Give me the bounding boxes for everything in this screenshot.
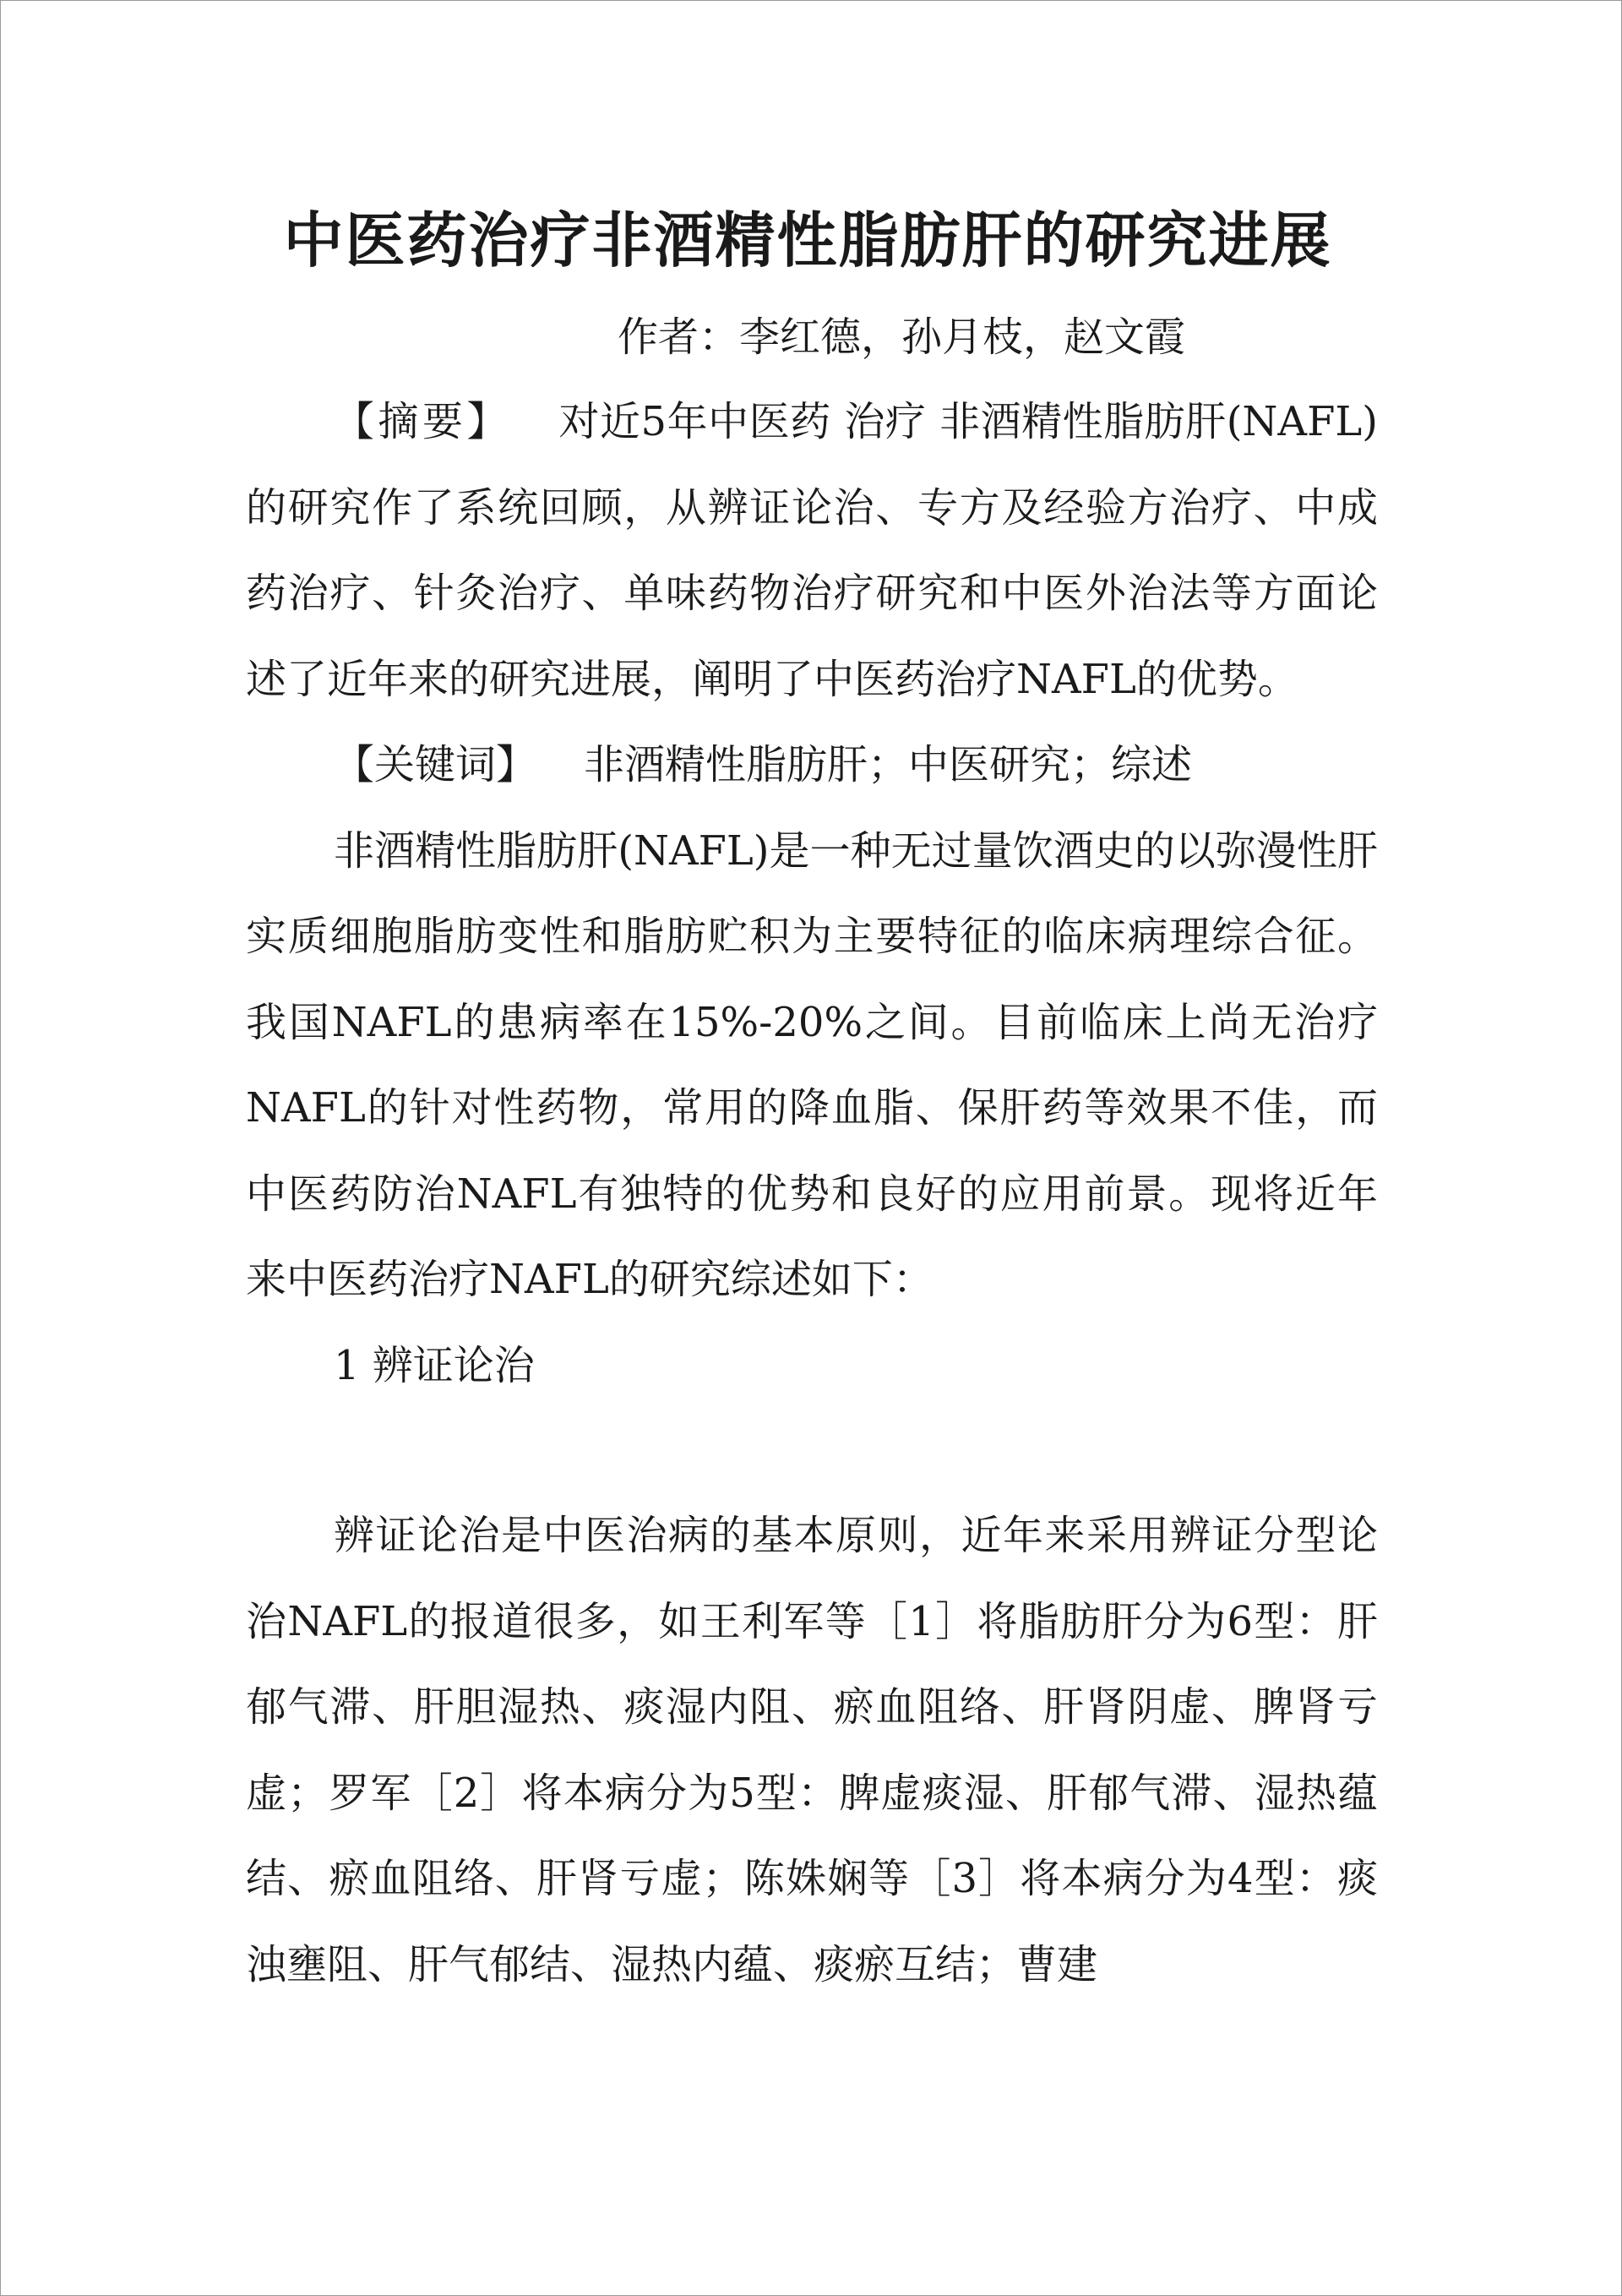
keywords-label: 【关键词】	[334, 741, 537, 788]
author-line: 作者：李红德，孙月枝，赵文霞	[618, 314, 1186, 361]
abstract-paragraph	[246, 379, 1378, 723]
section-paragraph: 辨证论治是中医治病的基本原则，近年来采用辨证分型论治NAFL的报道很多，如王利军等［1］将脂肪肝分为6型：肝郁气滞、肝胆湿热、痰湿内阻、瘀血阻络、肝肾阴虚、脾肾亏虚；罗军［2］将本病分为5型：脾虚痰湿、肝郁气滞、湿热蕴结、瘀血阻络、肝肾亏虚；陈姝娴等［3］将本病分为4型：痰浊壅阻、肝气郁结、湿热内蕴、痰瘀互结；曹建	[246, 1512, 1378, 1988]
abstract-label: 【摘要】	[334, 398, 512, 445]
document-title: 中医药治疗非酒精性脂肪肝的研究进展	[283, 205, 1332, 275]
keywords-paragraph	[246, 723, 1378, 809]
section-spacer	[246, 1409, 1378, 1493]
document-body	[246, 185, 1378, 2008]
intro-paragraph: 非酒精性脂肪肝(NAFL)是一种无过量饮酒史的以弥漫性肝实质细胞脂肪变性和脂肪贮积为主要特征的临床病理综合征。我国NAFL的患病率在15%-20%之间。目前临床上尚无治疗NAFL的针对性药物，常用的降血脂、保肝药等效果不佳，而中医药防治NAFL有独特的优势和良好的应用前景。现将近年来中医药治疗NAFL的研究综述如下：	[246, 826, 1378, 1303]
keywords-text: 非酒精性脂肪肝；中医研究；综述	[584, 741, 1193, 788]
abstract-text: 对近5年中医药 治疗 非酒精性脂肪肝(NAFL)的研究作了系统回顾，从辨证论治、专方及经验方治疗、中成药治疗、针灸治疗、单味药物治疗研究和中医外治法等方面论述了近年来的研究进展，阐明了中医药治疗NAFL的优势。	[246, 398, 1378, 703]
section-heading: 1 辨证论治	[334, 1341, 535, 1389]
